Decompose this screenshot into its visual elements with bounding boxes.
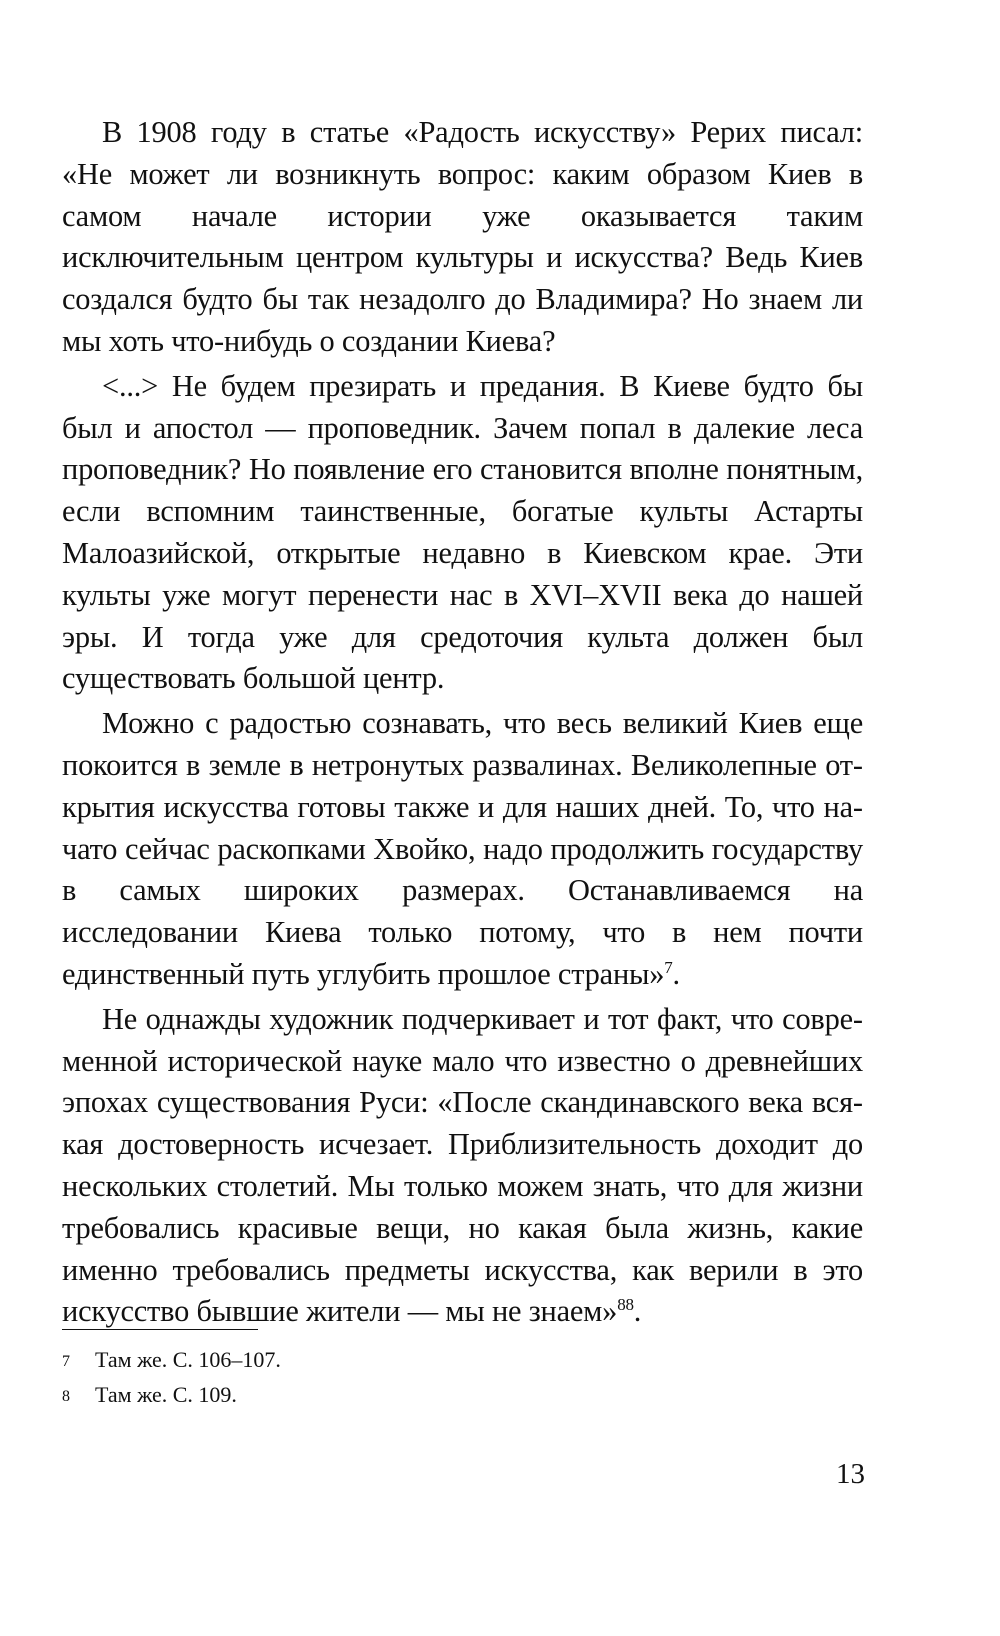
paragraph-3-tail: . [672, 956, 680, 991]
paragraph-4 [62, 999, 863, 1333]
footnote-number: 7 [62, 1353, 70, 1370]
footnote-divider [62, 1329, 258, 1330]
footnote-7 [62, 1342, 762, 1377]
paragraph-3 [62, 703, 863, 996]
paragraph-4-text: Не однажды художник подчеркивает и тот факт, что современной исторической науке мало что известно о древнейших эпохах существования Руси: «После скандинавского века всякая достоверность исчезает. Приблизительность доходит до нескольких столетий. Мы только можем знать, что для жизни требовались красивые вещи, но какая была жизнь, какие именно требовались предметы искусства, как верили в это искусство бывшие жители — мы не знаем» [62, 1001, 863, 1329]
paragraph-1-text: В 1908 году в статье «Радость искусству» Рерих писал: «Не может ли возникнуть вопрос: каким образом Киев в самом начале истории уже оказывается таким исключительным центром культуры и искусства? Ведь Киев создался будто бы так незадолго до Владимира? Но знаем ли мы хоть что-нибудь о создании Киева? [62, 115, 863, 358]
footnote-number: 8 [62, 1388, 70, 1405]
paragraph-3-text: Можно с радостью сознавать, что весь великий Киев еще покоится в земле в нетронутых развалинах. Великолепные открытия искусства готовы также и для наших дней. То, что начато сейчас раскопками Хвойко, надо продолжить государству в самых широких размерах. Останавливаемся на исследовании Киева только потому, что в нем почти единственный путь углубить прошлое страны» [62, 706, 863, 991]
footnote-ref-7: 7 [664, 957, 673, 977]
footnote-ref-88: 88 [617, 1295, 634, 1315]
paragraph-2 [62, 366, 863, 700]
paragraph-4-tail: . [633, 1294, 642, 1329]
main-text [62, 112, 863, 1336]
paragraph-2-text: <...> Не будем презирать и предания. В Киеве будто бы был и апостол — проповедник. Зачем попал в далекие леса проповедник? Но появление его становится вполне понятным, если вспомним таинственные, богатые культы Астарты Малоазийской, открытые недавно в Киевском крае. Эти культы уже могут перенести нас в XVI–XVII века до нашей эры. И тогда уже для средоточия культа должен был существовать большой центр. [62, 368, 863, 696]
paragraph-1 [62, 112, 863, 363]
footnote-text: Там же. С. 106–107. [95, 1347, 281, 1372]
footnote-text: Там же. С. 109. [95, 1382, 237, 1407]
footnotes [62, 1342, 762, 1412]
page-number: 13 [836, 1458, 865, 1490]
footnote-8 [62, 1377, 762, 1412]
